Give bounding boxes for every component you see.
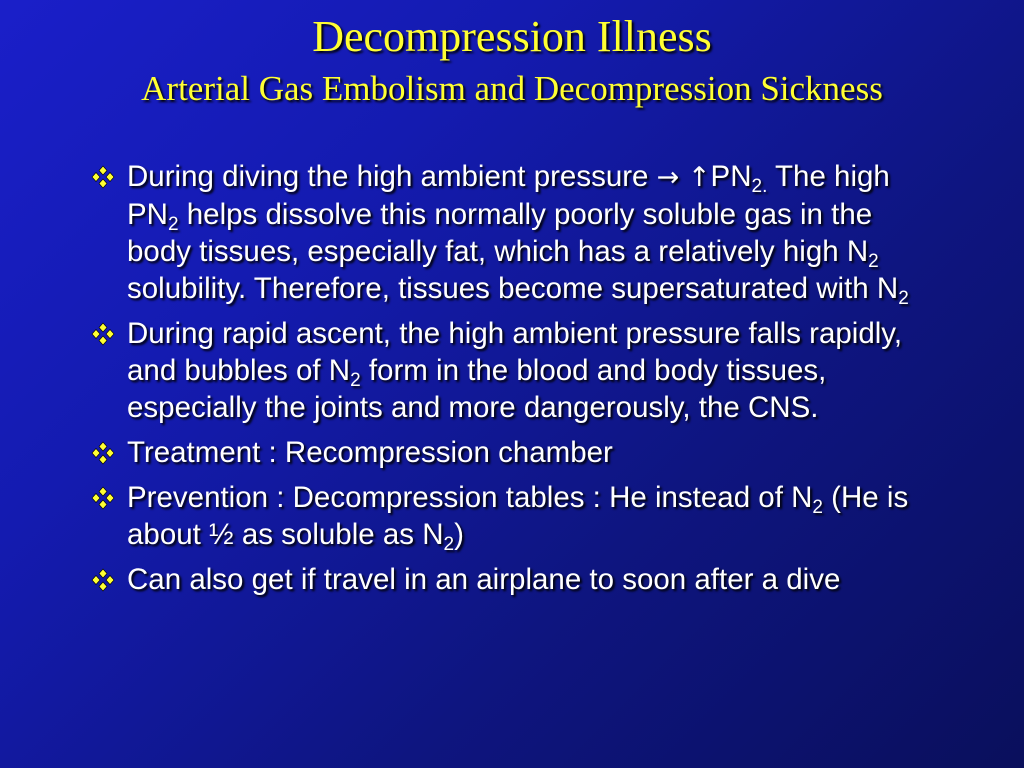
arrow-up-symbol: ↑ xyxy=(679,162,711,193)
bullet-item xyxy=(90,315,940,426)
subscript: 2 xyxy=(868,251,879,272)
bullet-list xyxy=(90,158,940,606)
subscript: 2 xyxy=(898,288,909,309)
subscript: 2 xyxy=(812,497,823,518)
subscript: 2. xyxy=(751,176,768,197)
subscript: 2 xyxy=(350,370,361,391)
subscript: 2 xyxy=(443,534,455,555)
bullet-text: During rapid ascent, the high ambient pressure falls rapidly, and bubbles of N xyxy=(127,317,903,387)
bullet-text: (He is about ½ as soluble as N xyxy=(127,481,909,551)
bullet-text: ) xyxy=(454,518,464,551)
bullet-text: PN xyxy=(710,160,752,193)
bullet-text: The high PN xyxy=(127,160,890,231)
subscript: 2 xyxy=(167,214,179,235)
bullet-item xyxy=(90,479,940,553)
bullet-text: Prevention : Decompression tables : He instead of N xyxy=(127,481,813,514)
four-diamond-bullet-icon xyxy=(90,322,116,346)
bullet-text: During diving the high ambient pressure xyxy=(127,160,657,193)
bullet-item xyxy=(90,561,940,598)
bullet-item xyxy=(90,158,940,307)
bullet-text: solubility. Therefore, tissues become supersaturated with N xyxy=(127,272,899,305)
slide-title: Decompression Illness xyxy=(312,12,712,61)
bullet-item xyxy=(90,434,940,471)
four-diamond-bullet-icon xyxy=(90,486,116,510)
arrow-right-symbol: → xyxy=(656,162,680,193)
bullet-text: Treatment : Recompression chamber xyxy=(127,436,613,469)
bullet-text: helps dissolve this normally poorly soluble gas in the body tissues, especially fat, which has a relatively high N xyxy=(127,198,873,268)
four-diamond-bullet-icon xyxy=(90,165,116,189)
four-diamond-bullet-icon xyxy=(90,441,116,465)
bullet-text: form in the blood and body tissues, especially the joints and more dangerously, the CNS. xyxy=(127,354,827,424)
slide-subtitle: Arterial Gas Embolism and Decompression Sickness xyxy=(141,69,883,108)
bullet-text: Can also get if travel in an airplane to soon after a dive xyxy=(127,563,841,596)
four-diamond-bullet-icon xyxy=(90,568,116,592)
